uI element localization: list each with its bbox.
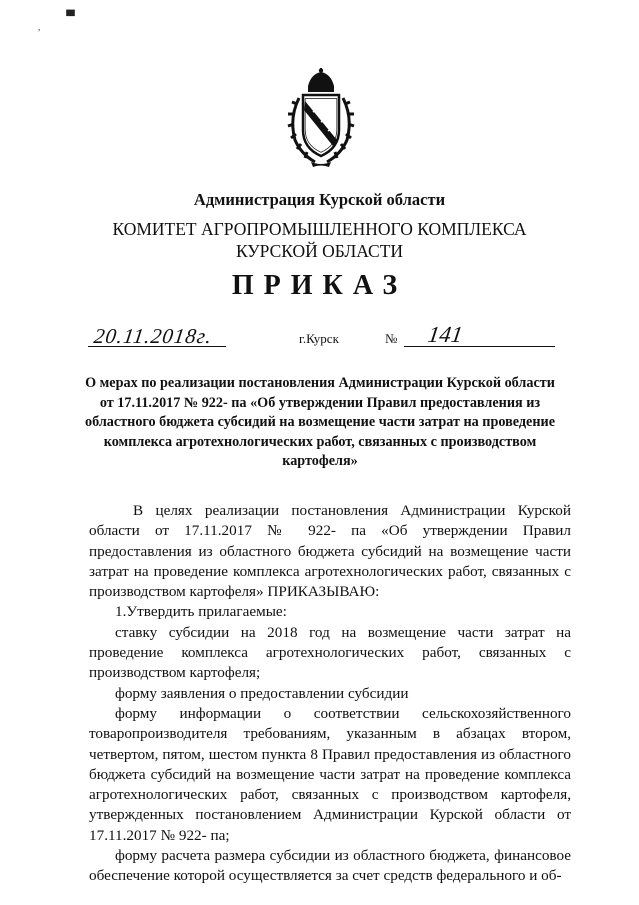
document-type-title: ПРИКАЗ (231, 270, 408, 301)
committee-title-line1: КОМИТЕТ АГРОПРОМЫШЛЕННОГО КОМПЛЕКСА (112, 219, 527, 239)
body-paragraph: форму информации о соответствии сельскохозяйственного товаропроизводителя требованиям, указанным в абзацах втором, четвертом, пятом, шестом пункта 8 Правил предоставления из областного бюджета субсидий на возмещение части затрат на проведение комплекса агротехнологических работ, связанных с производством картофеля, утвержденных постановлением Администрации Курской области от 17.11.2017 № 922- па; (89, 704, 571, 844)
body-paragraph: В целях реализации постановления Администрации Курской области от 17.11.2017 № 922- па «Об утверждении Правил предоставления из областного бюджета субсидий на возмещение части затрат на проведение комплекса агротехнологических работ, связанных с производством картофеля» ПРИКАЗЫВАЮ: (89, 502, 571, 601)
handwritten-number: 141 (426, 322, 465, 347)
body-paragraph: форму расчета размера субсидии из областного бюджета, финансовое обеспечение которой осуществляется за счет средств федерального и об- (89, 847, 571, 885)
city-label: г.Курск (299, 331, 339, 346)
order-body (89, 501, 571, 887)
body-paragraph: ставку субсидии на 2018 год на возмещение части затрат на проведение комплекса агротехнологических работ, связанных с производством картофеля; (89, 623, 571, 682)
coat-of-arms-icon (283, 68, 359, 168)
committee-title-line2: КУРСКОЙ ОБЛАСТИ (235, 241, 404, 261)
scan-artifact: ▝▘ (62, 11, 79, 23)
date-underline (88, 346, 226, 347)
committee-title (0, 218, 639, 262)
body-paragraph: форму заявления о предоставлении субсидии (115, 684, 409, 702)
administration-title: Администрация Курской области (193, 190, 446, 209)
number-sign: № (385, 331, 398, 346)
handwritten-date: 20.11.2018г. (92, 324, 214, 348)
number-underline (404, 346, 555, 347)
body-paragraph: 1.Утвердить прилагаемые: (115, 603, 287, 621)
scan-artifact: , (38, 22, 41, 32)
order-subject: О мерах по реализации постановления Администрации Курской области от 17.11.2017 № 922- па «Об утверждении Правил предоставления из областного бюджета субсидий на возмещение части затрат на проведение комплекса агротехнологических работ, связанных с производством картофеля» (85, 375, 555, 470)
date-number-row (0, 322, 639, 352)
